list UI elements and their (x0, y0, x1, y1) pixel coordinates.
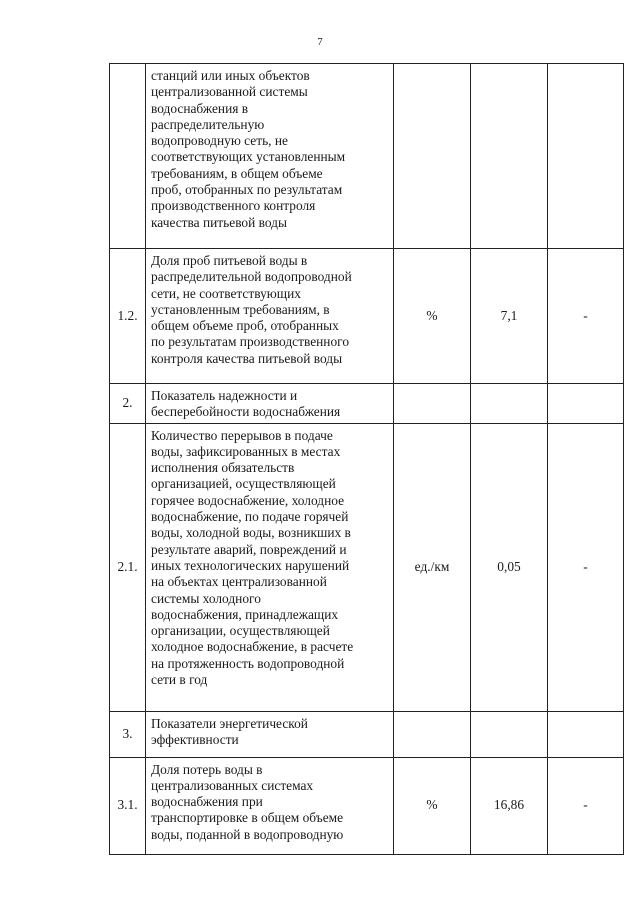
description-line: водоснабжения в (151, 100, 249, 116)
value-cell (471, 384, 548, 424)
unit-cell: % (394, 249, 471, 384)
indicator-description (146, 249, 394, 384)
description-line: производственного контроля (151, 198, 316, 214)
description-line: контроля качества питьевой воды (151, 350, 343, 366)
description-line: системы холодного (151, 590, 261, 606)
description-line: Доля проб питьевой воды в (151, 253, 308, 268)
page-number: 7 (317, 36, 323, 48)
table-row (110, 757, 624, 854)
table-row (110, 64, 624, 249)
indicator-description (146, 711, 394, 757)
description-line: Доля потерь воды в (151, 761, 263, 777)
row-number: 3.1. (110, 757, 146, 854)
description-line: Показатели энергетической (151, 715, 308, 731)
extra-cell (548, 711, 624, 757)
description-line: результате аварий, повреждений и (151, 541, 347, 557)
indicator-description (146, 423, 394, 711)
description-line: централизованной системы (151, 84, 308, 100)
description-line: общем объеме проб, отобранных (151, 318, 339, 334)
description-line: Показатель надежности и (151, 388, 298, 403)
description-line: холодное водоснабжение, в расчете (151, 639, 354, 655)
indicator-description (146, 757, 394, 854)
description-line: на протяженность водопроводной (151, 655, 345, 671)
indicator-description (146, 384, 394, 424)
extra-cell (548, 64, 624, 249)
description-line: иных технологических нарушений (151, 557, 350, 573)
description-line: воды, холодной воды, возникших в (151, 525, 351, 541)
description-line: распределительную (151, 116, 265, 132)
description-line: станций или иных объектов (151, 68, 310, 83)
description-line: сети в год (151, 672, 208, 688)
description-line: на объектах централизованной (151, 574, 327, 590)
table-row (110, 711, 624, 757)
row-number: 2.1. (110, 423, 146, 711)
value-cell: 7,1 (471, 249, 548, 384)
description-line: горячее водоснабжение, холодное (151, 492, 345, 508)
description-line: водоснабжения, принадлежащих (151, 606, 339, 622)
table-row (110, 423, 624, 711)
unit-cell (394, 64, 471, 249)
row-number: 3. (110, 711, 146, 757)
value-cell: 0,05 (471, 423, 548, 711)
description-line: организацией, осуществляющей (151, 476, 336, 492)
description-line: установленным требованиям, в (151, 301, 330, 317)
indicators-table (109, 63, 624, 855)
description-line: водоснабжения при (151, 794, 263, 810)
description-line: требованиям, в общем объеме (151, 165, 323, 181)
description-line: соответствующих установленным (151, 149, 346, 165)
table-row (110, 249, 624, 384)
extra-cell: - (548, 249, 624, 384)
unit-cell (394, 384, 471, 424)
description-line: водоснабжение, по подаче горячей (151, 509, 349, 525)
description-line: сети, не соответствующих (151, 285, 301, 301)
extra-cell (548, 384, 624, 424)
description-line: по результатам производственного (151, 334, 350, 350)
description-line: транспортировке в общем объеме (151, 810, 344, 826)
extra-cell: - (548, 423, 624, 711)
description-line: исполнения обязательств (151, 460, 295, 476)
description-line: проб, отобранных по результатам (151, 182, 343, 198)
description-line: воды, поданной в водопроводную (151, 826, 344, 842)
description-line: централизованных системах (151, 777, 314, 793)
description-line: бесперебойности водоснабжения (151, 404, 341, 420)
description-line: эффективности (151, 731, 239, 747)
unit-cell: ед./км (394, 423, 471, 711)
row-number: 2. (110, 384, 146, 424)
extra-cell: - (548, 757, 624, 854)
description-line: качества питьевой воды (151, 214, 287, 230)
description-line: организации, осуществляющей (151, 623, 330, 639)
unit-cell: % (394, 757, 471, 854)
unit-cell (394, 711, 471, 757)
description-line: воды, зафиксированных в местах (151, 443, 341, 459)
value-cell: 16,86 (471, 757, 548, 854)
value-cell (471, 64, 548, 249)
value-cell (471, 711, 548, 757)
description-line: водопроводную сеть, не (151, 133, 288, 149)
indicator-description (146, 64, 394, 249)
description-line: Количество перерывов в подаче (151, 427, 333, 443)
row-number (110, 64, 146, 249)
row-number: 1.2. (110, 249, 146, 384)
description-line: распределительной водопроводной (151, 269, 352, 285)
table-row (110, 384, 624, 424)
